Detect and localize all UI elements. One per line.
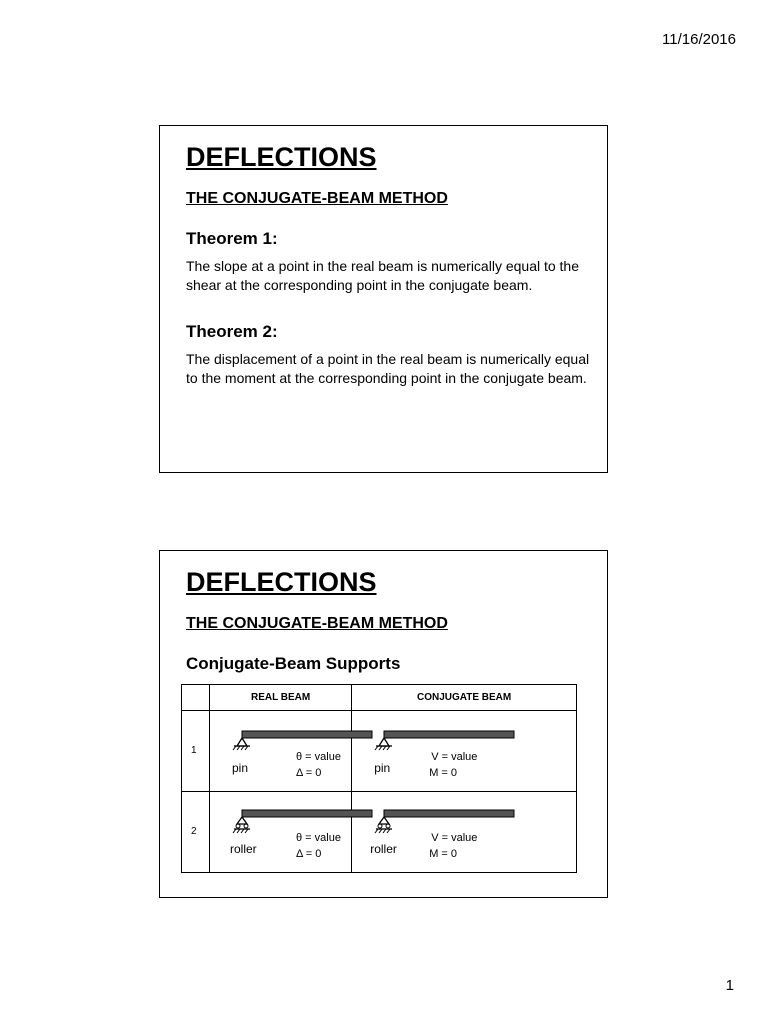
moment-value-label: M = 0: [429, 848, 458, 860]
supports-heading: Conjugate-Beam Supports: [186, 654, 401, 673]
support-type-label: pin: [232, 761, 249, 775]
slide-title: DEFLECTIONS: [186, 142, 377, 172]
shear-value-label: V = value: [431, 751, 478, 763]
table-row: [182, 711, 577, 792]
page-number: 1: [725, 977, 734, 994]
slope-value-label: θ = value: [296, 751, 341, 763]
support-type-label: roller: [370, 842, 397, 856]
theorem-2-heading: Theorem 2:: [186, 322, 278, 341]
slide-subtitle: THE CONJUGATE-BEAM METHOD: [186, 615, 448, 632]
support-type-label: roller: [230, 842, 257, 856]
real-beam-cell: [210, 792, 352, 873]
supports-table: [181, 684, 577, 873]
table-corner: [182, 685, 210, 711]
header-real-beam: REAL BEAM: [210, 685, 352, 711]
real-beam-cell: [210, 711, 352, 792]
slope-value-label: θ = value: [296, 832, 341, 844]
slide-1: [159, 125, 608, 473]
table-header-row: [182, 685, 577, 711]
row-index: 1: [182, 711, 210, 792]
moment-value-label: M = 0: [429, 767, 458, 779]
row-index: 2: [182, 792, 210, 873]
slide-subtitle: THE CONJUGATE-BEAM METHOD: [186, 190, 448, 207]
slide-2: [159, 550, 608, 898]
page-date: 11/16/2016: [662, 31, 736, 48]
header-conjugate-beam: CONJUGATE BEAM: [352, 685, 577, 711]
theorem-1-heading: Theorem 1:: [186, 229, 278, 248]
displacement-value-label: Δ = 0: [296, 767, 322, 779]
theorem-1-text: The slope at a point in the real beam is numerically equal to the shear at the corresponding point in the conjugate beam.: [186, 258, 580, 293]
theorem-2-text: The displacement of a point in the real beam is numerically equal to the moment at the corresponding point in the conjugate beam.: [186, 351, 590, 386]
displacement-value-label: Δ = 0: [296, 848, 322, 860]
conjugate-beam-cell: [352, 792, 577, 873]
table-row: [182, 792, 577, 873]
support-type-label: pin: [374, 761, 391, 775]
shear-value-label: V = value: [431, 832, 478, 844]
conjugate-beam-cell: [352, 711, 577, 792]
slide-title: DEFLECTIONS: [186, 567, 377, 597]
